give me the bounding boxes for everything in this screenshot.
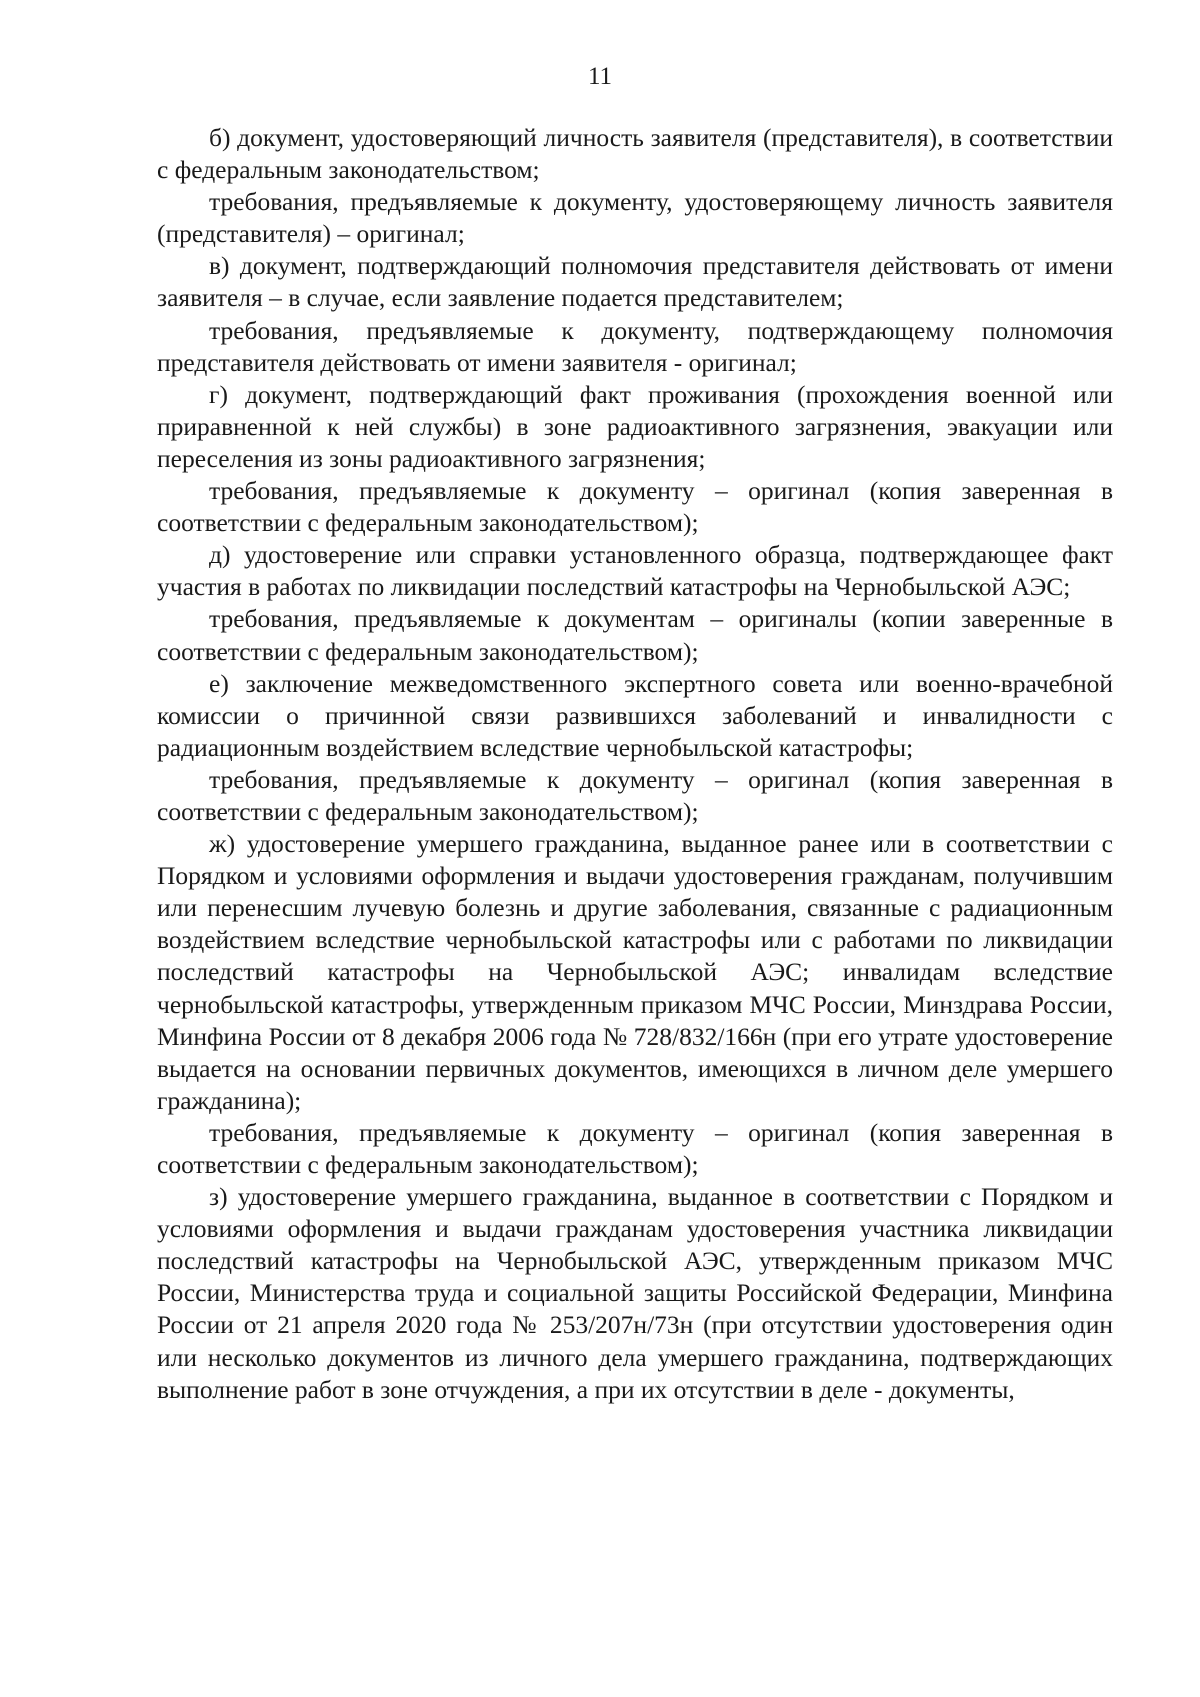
paragraph-participation-requirements: требования, предъявляемые к документам – оригиналы (копии заверенные в соответствии с федеральным законодательством); <box>157 604 1113 666</box>
paragraph-zh-deceased-certificate: ж) удостоверение умершего гражданина, выданное ранее или в соответствии с Порядком и условиями оформления и выдачи удостоверения гражданам, получившим или перенесшим лучевую болезнь и другие заболевания, связанные с радиационным воздействием вследствие чернобыльской катастрофы или с работами по ликвидации последствий катастрофы на Чернобыльской АЭС; инвалидам вследствие чернобыльской катастрофы, утвержденным приказом МЧС России, Минздрава России, Минфина России от 8 декабря 2006 года № 728/832/166н (при его утрате удостоверение выдается на основании первичных документов, имеющихся в личном деле умершего гражданина); <box>157 829 1113 1115</box>
paragraph-v-authority-document: в) документ, подтверждающий полномочия представителя действовать от имени заявителя – в случае, если заявление подается представителем; <box>157 251 1113 313</box>
document-body <box>157 122 1113 1406</box>
page-number: 11 <box>587 63 613 90</box>
paragraph-residence-requirements: требования, предъявляемые к документу – оригинал (копия заверенная в соответствии с федеральным законодательством); <box>157 476 1113 538</box>
paragraph-b-identity-document: б) документ, удостоверяющий личность заявителя (представителя), в соответствии с федеральным законодательством; <box>157 123 1113 185</box>
paragraph-d-participation-certificate: д) удостоверение или справки установленного образца, подтверждающее факт участия в работах по ликвидации последствий катастрофы на Чернобыльской АЭС; <box>157 540 1113 602</box>
paragraph-z-liquidator-certificate: з) удостоверение умершего гражданина, выданное в соответствии с Порядком и условиями оформления и выдачи гражданам удостоверения участника ликвидации последствий катастрофы на Чернобыльской АЭС, утвержденным приказом МЧС России, Министерства труда и социальной защиты Российской Федерации, Минфина России от 21 апреля 2020 года № 253/207н/73н (при отсутствии удостоверения один или несколько документов из личного дела умершего гражданина, подтверждающих выполнение работ в зоне отчуждения, а при их отсутствии в деле - документы, <box>157 1182 1113 1404</box>
paragraph-deceased-certificate-requirements: требования, предъявляемые к документу – оригинал (копия заверенная в соответствии с федеральным законодательством); <box>157 1117 1113 1179</box>
paragraph-expert-requirements: требования, предъявляемые к документу – оригинал (копия заверенная в соответствии с федеральным законодательством); <box>157 764 1113 826</box>
paragraph-g-residence-document: г) документ, подтверждающий факт проживания (прохождения военной или приравненной к ней службы) в зоне радиоактивного загрязнения, эвакуации или переселения из зоны радиоактивного загрязнения; <box>157 379 1113 473</box>
paragraph-authority-requirements: требования, предъявляемые к документу, подтверждающему полномочия представителя действовать от имени заявителя - оригинал; <box>157 315 1113 377</box>
paragraph-identity-requirements: требования, предъявляемые к документу, удостоверяющему личность заявителя (представителя) – оригинал; <box>157 187 1113 249</box>
paragraph-e-expert-conclusion: е) заключение межведомственного экспертного совета или военно-врачебной комиссии о причинной связи развившихся заболеваний и инвалидности с радиационным воздействием вследствие чернобыльской катастрофы; <box>157 668 1113 762</box>
